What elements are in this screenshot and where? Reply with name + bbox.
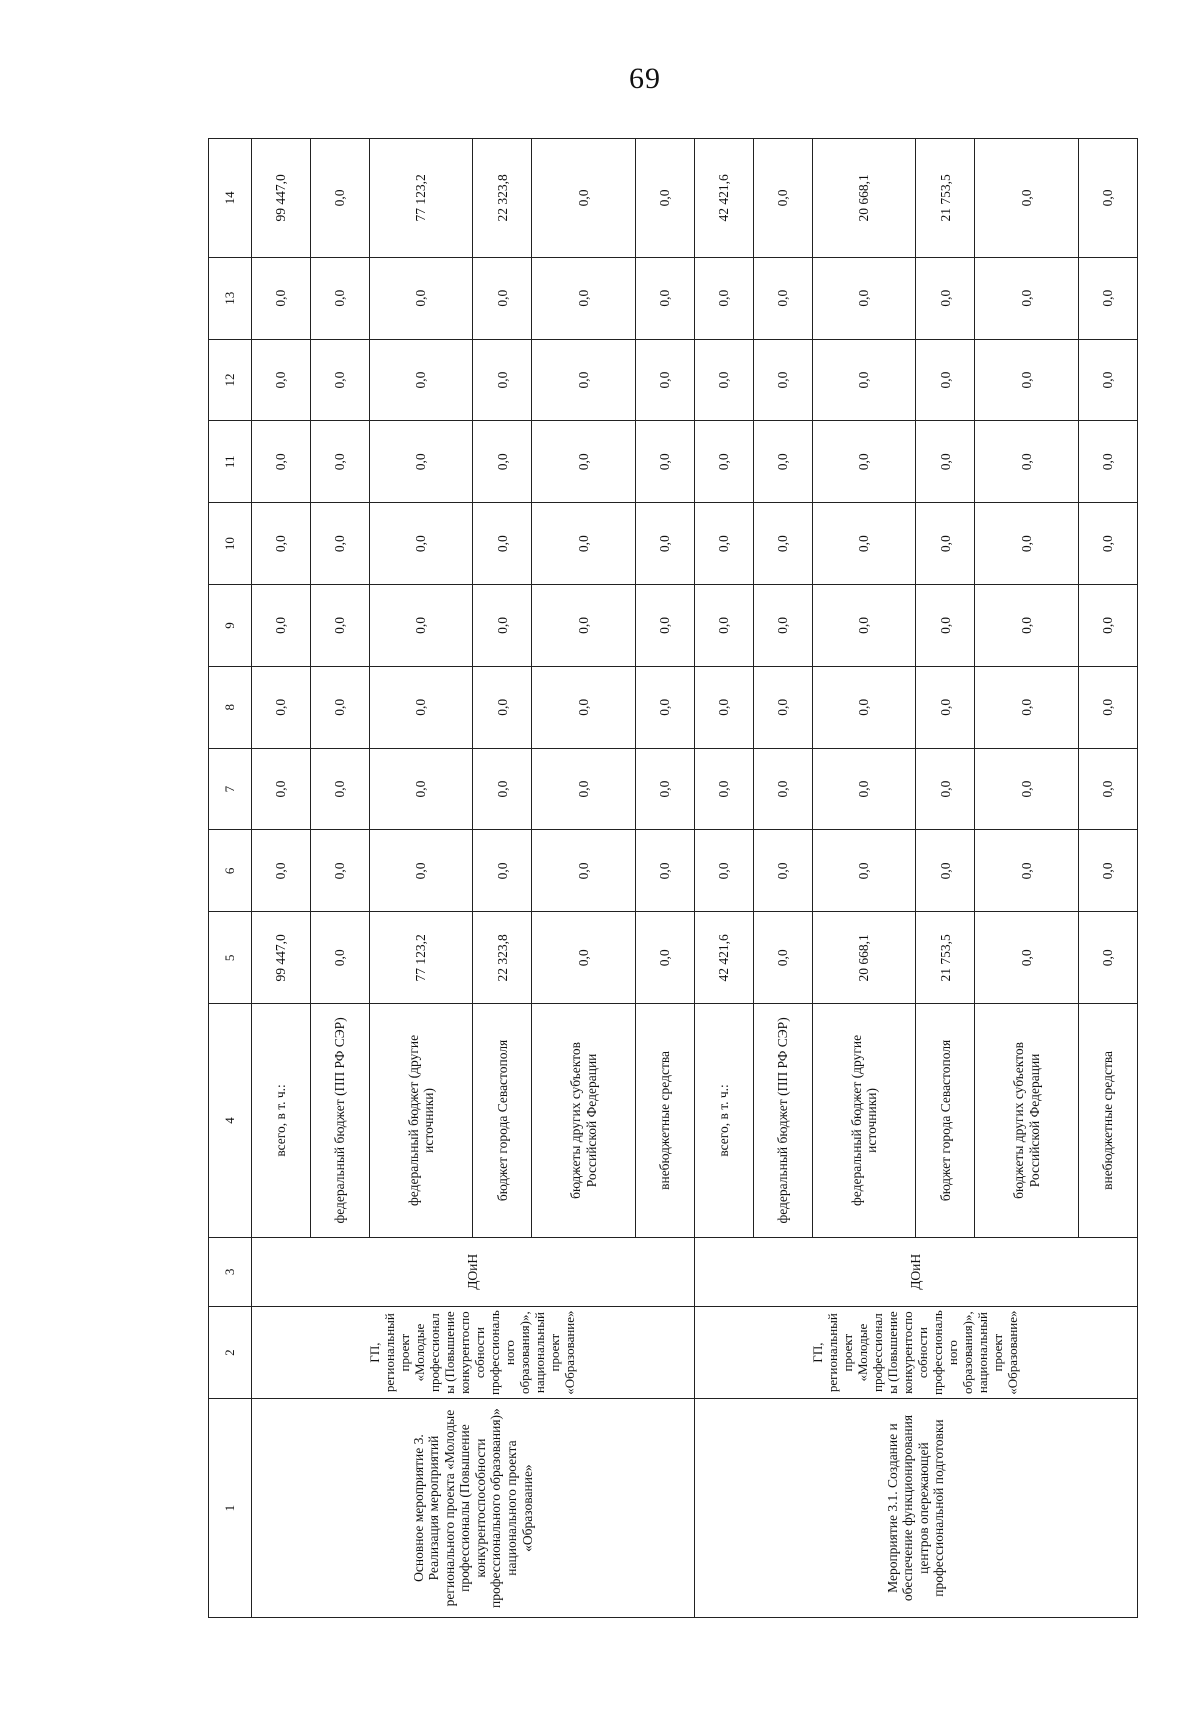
- value-cell-col-9: 0,0: [532, 585, 636, 667]
- value-cell-col-6: 0,0: [532, 830, 636, 912]
- basis-cell: ГП, региональный проект «Молодые профессионалы (Повышение конкурентоспособности профессионального образования)», национальный проект «Образование»: [252, 1307, 695, 1399]
- column-header-1: 1: [209, 1399, 252, 1618]
- funding-source-cell: бюджеты других субъектов Российской Федерации: [532, 1004, 636, 1237]
- value-cell-col-11: 0,0: [694, 421, 753, 503]
- value-cell-col-7: 0,0: [694, 748, 753, 830]
- value-cell-col-5: 77 123,2: [369, 912, 473, 1004]
- value-cell-col-14: 42 421,6: [694, 139, 753, 258]
- column-header-13: 13: [209, 257, 252, 339]
- value-cell-col-9: 0,0: [812, 585, 916, 667]
- value-cell-col-11: 0,0: [753, 421, 812, 503]
- table-row: [252, 139, 311, 1618]
- value-cell-col-10: 0,0: [812, 503, 916, 585]
- table-header-row: [209, 139, 252, 1618]
- value-cell-col-7: 0,0: [532, 748, 636, 830]
- value-cell-col-6: 0,0: [473, 830, 532, 912]
- value-cell-col-5: 0,0: [310, 912, 369, 1004]
- value-cell-col-12: 0,0: [812, 339, 916, 421]
- value-cell-col-7: 0,0: [635, 748, 694, 830]
- column-header-10: 10: [209, 503, 252, 585]
- funding-source-cell: бюджет города Севастополя: [916, 1004, 975, 1237]
- value-cell-col-14: 22 323,8: [473, 139, 532, 258]
- value-cell-col-10: 0,0: [310, 503, 369, 585]
- value-cell-col-5: 21 753,5: [916, 912, 975, 1004]
- value-cell-col-14: 0,0: [753, 139, 812, 258]
- value-cell-col-10: 0,0: [694, 503, 753, 585]
- value-cell-col-14: 21 753,5: [916, 139, 975, 258]
- funding-source-cell: федеральный бюджет (другие источники): [812, 1004, 916, 1237]
- value-cell-col-14: 20 668,1: [812, 139, 916, 258]
- value-cell-col-9: 0,0: [753, 585, 812, 667]
- column-header-11: 11: [209, 421, 252, 503]
- value-cell-col-8: 0,0: [369, 666, 473, 748]
- value-cell-col-10: 0,0: [532, 503, 636, 585]
- value-cell-col-12: 0,0: [310, 339, 369, 421]
- value-cell-col-6: 0,0: [753, 830, 812, 912]
- value-cell-col-9: 0,0: [1078, 585, 1137, 667]
- value-cell-col-9: 0,0: [975, 585, 1079, 667]
- value-cell-col-6: 0,0: [635, 830, 694, 912]
- value-cell-col-11: 0,0: [812, 421, 916, 503]
- funding-source-cell: всего, в т. ч.:: [252, 1004, 311, 1237]
- value-cell-col-14: 0,0: [532, 139, 636, 258]
- page-number: 69: [629, 62, 661, 95]
- value-cell-col-7: 0,0: [369, 748, 473, 830]
- value-cell-col-12: 0,0: [916, 339, 975, 421]
- value-cell-col-12: 0,0: [532, 339, 636, 421]
- value-cell-col-5: 0,0: [1078, 912, 1137, 1004]
- value-cell-col-10: 0,0: [975, 503, 1079, 585]
- value-cell-col-5: 0,0: [975, 912, 1079, 1004]
- column-header-12: 12: [209, 339, 252, 421]
- basis-cell: ГП, региональный проект «Молодые профессионалы (Повышение конкурентоспособности профессионального образования)», национальный проект «Образование»: [694, 1307, 1137, 1399]
- value-cell-col-5: 0,0: [635, 912, 694, 1004]
- value-cell-col-5: 20 668,1: [812, 912, 916, 1004]
- value-cell-col-9: 0,0: [310, 585, 369, 667]
- value-cell-col-13: 0,0: [812, 257, 916, 339]
- value-cell-col-10: 0,0: [252, 503, 311, 585]
- value-cell-col-7: 0,0: [473, 748, 532, 830]
- value-cell-col-11: 0,0: [532, 421, 636, 503]
- value-cell-col-10: 0,0: [635, 503, 694, 585]
- value-cell-col-6: 0,0: [310, 830, 369, 912]
- value-cell-col-14: 77 123,2: [369, 139, 473, 258]
- funding-source-cell: федеральный бюджет (ПП РФ СЭР): [310, 1004, 369, 1237]
- value-cell-col-7: 0,0: [252, 748, 311, 830]
- value-cell-col-7: 0,0: [310, 748, 369, 830]
- column-header-14: 14: [209, 139, 252, 258]
- value-cell-col-10: 0,0: [916, 503, 975, 585]
- value-cell-col-12: 0,0: [473, 339, 532, 421]
- value-cell-col-14: 0,0: [975, 139, 1079, 258]
- column-header-7: 7: [209, 748, 252, 830]
- value-cell-col-11: 0,0: [975, 421, 1079, 503]
- value-cell-col-7: 0,0: [916, 748, 975, 830]
- value-cell-col-8: 0,0: [1078, 666, 1137, 748]
- funding-source-cell: федеральный бюджет (ПП РФ СЭР): [753, 1004, 812, 1237]
- value-cell-col-8: 0,0: [252, 666, 311, 748]
- value-cell-col-5: 42 421,6: [694, 912, 753, 1004]
- value-cell-col-7: 0,0: [975, 748, 1079, 830]
- value-cell-col-14: 99 447,0: [252, 139, 311, 258]
- value-cell-col-13: 0,0: [1078, 257, 1137, 339]
- value-cell-col-6: 0,0: [975, 830, 1079, 912]
- value-cell-col-7: 0,0: [1078, 748, 1137, 830]
- value-cell-col-11: 0,0: [473, 421, 532, 503]
- value-cell-col-13: 0,0: [916, 257, 975, 339]
- value-cell-col-6: 0,0: [369, 830, 473, 912]
- value-cell-col-12: 0,0: [975, 339, 1079, 421]
- value-cell-col-13: 0,0: [310, 257, 369, 339]
- value-cell-col-9: 0,0: [635, 585, 694, 667]
- value-cell-col-10: 0,0: [753, 503, 812, 585]
- column-header-4: 4: [209, 1004, 252, 1237]
- value-cell-col-12: 0,0: [1078, 339, 1137, 421]
- value-cell-col-13: 0,0: [532, 257, 636, 339]
- funding-source-cell: внебюджетные средства: [1078, 1004, 1137, 1237]
- funding-source-cell: федеральный бюджет (другие источники): [369, 1004, 473, 1237]
- value-cell-col-13: 0,0: [635, 257, 694, 339]
- value-cell-col-13: 0,0: [694, 257, 753, 339]
- value-cell-col-11: 0,0: [916, 421, 975, 503]
- funding-source-cell: бюджет города Севастополя: [473, 1004, 532, 1237]
- funding-source-cell: бюджеты других субъектов Российской Федерации: [975, 1004, 1079, 1237]
- value-cell-col-9: 0,0: [252, 585, 311, 667]
- value-cell-col-12: 0,0: [694, 339, 753, 421]
- column-header-6: 6: [209, 830, 252, 912]
- funding-source-cell: внебюджетные средства: [635, 1004, 694, 1237]
- value-cell-col-13: 0,0: [975, 257, 1079, 339]
- value-cell-col-5: 22 323,8: [473, 912, 532, 1004]
- value-cell-col-6: 0,0: [252, 830, 311, 912]
- column-header-8: 8: [209, 666, 252, 748]
- value-cell-col-11: 0,0: [252, 421, 311, 503]
- value-cell-col-14: 0,0: [635, 139, 694, 258]
- activity-name-cell: Мероприятие 3.1. Создание и обеспечение функционирования центров опережающей профессиональной подготовки: [694, 1399, 1137, 1618]
- value-cell-col-8: 0,0: [473, 666, 532, 748]
- value-cell-col-6: 0,0: [916, 830, 975, 912]
- value-cell-col-8: 0,0: [812, 666, 916, 748]
- column-header-2: 2: [209, 1307, 252, 1399]
- value-cell-col-10: 0,0: [473, 503, 532, 585]
- rotated-table-container: [208, 138, 1138, 1618]
- funding-source-cell: всего, в т. ч.:: [694, 1004, 753, 1237]
- value-cell-col-13: 0,0: [753, 257, 812, 339]
- value-cell-col-13: 0,0: [369, 257, 473, 339]
- value-cell-col-13: 0,0: [473, 257, 532, 339]
- column-header-3: 3: [209, 1237, 252, 1307]
- value-cell-col-9: 0,0: [694, 585, 753, 667]
- activity-name-cell: Основное мероприятие 3. Реализация мероприятий регионального проекта «Молодые профессионалы (Повышение конкурентоспособности профессионального образования)» национального проекта «Образование»: [252, 1399, 695, 1618]
- value-cell-col-8: 0,0: [310, 666, 369, 748]
- value-cell-col-8: 0,0: [916, 666, 975, 748]
- budget-table: [208, 138, 1138, 1618]
- value-cell-col-12: 0,0: [753, 339, 812, 421]
- value-cell-col-5: 0,0: [532, 912, 636, 1004]
- value-cell-col-8: 0,0: [975, 666, 1079, 748]
- value-cell-col-11: 0,0: [1078, 421, 1137, 503]
- value-cell-col-7: 0,0: [753, 748, 812, 830]
- value-cell-col-12: 0,0: [252, 339, 311, 421]
- executor-cell: ДОиН: [694, 1237, 1137, 1307]
- value-cell-col-12: 0,0: [369, 339, 473, 421]
- value-cell-col-8: 0,0: [753, 666, 812, 748]
- value-cell-col-14: 0,0: [1078, 139, 1137, 258]
- value-cell-col-9: 0,0: [916, 585, 975, 667]
- value-cell-col-10: 0,0: [1078, 503, 1137, 585]
- value-cell-col-11: 0,0: [635, 421, 694, 503]
- value-cell-col-13: 0,0: [252, 257, 311, 339]
- value-cell-col-6: 0,0: [812, 830, 916, 912]
- table-row: [694, 139, 753, 1618]
- column-header-9: 9: [209, 585, 252, 667]
- value-cell-col-12: 0,0: [635, 339, 694, 421]
- value-cell-col-8: 0,0: [532, 666, 636, 748]
- value-cell-col-9: 0,0: [473, 585, 532, 667]
- value-cell-col-8: 0,0: [635, 666, 694, 748]
- value-cell-col-11: 0,0: [310, 421, 369, 503]
- value-cell-col-10: 0,0: [369, 503, 473, 585]
- value-cell-col-8: 0,0: [694, 666, 753, 748]
- value-cell-col-5: 0,0: [753, 912, 812, 1004]
- value-cell-col-7: 0,0: [812, 748, 916, 830]
- value-cell-col-5: 99 447,0: [252, 912, 311, 1004]
- value-cell-col-6: 0,0: [1078, 830, 1137, 912]
- value-cell-col-11: 0,0: [369, 421, 473, 503]
- value-cell-col-6: 0,0: [694, 830, 753, 912]
- value-cell-col-9: 0,0: [369, 585, 473, 667]
- value-cell-col-14: 0,0: [310, 139, 369, 258]
- column-header-5: 5: [209, 912, 252, 1004]
- executor-cell: ДОиН: [252, 1237, 695, 1307]
